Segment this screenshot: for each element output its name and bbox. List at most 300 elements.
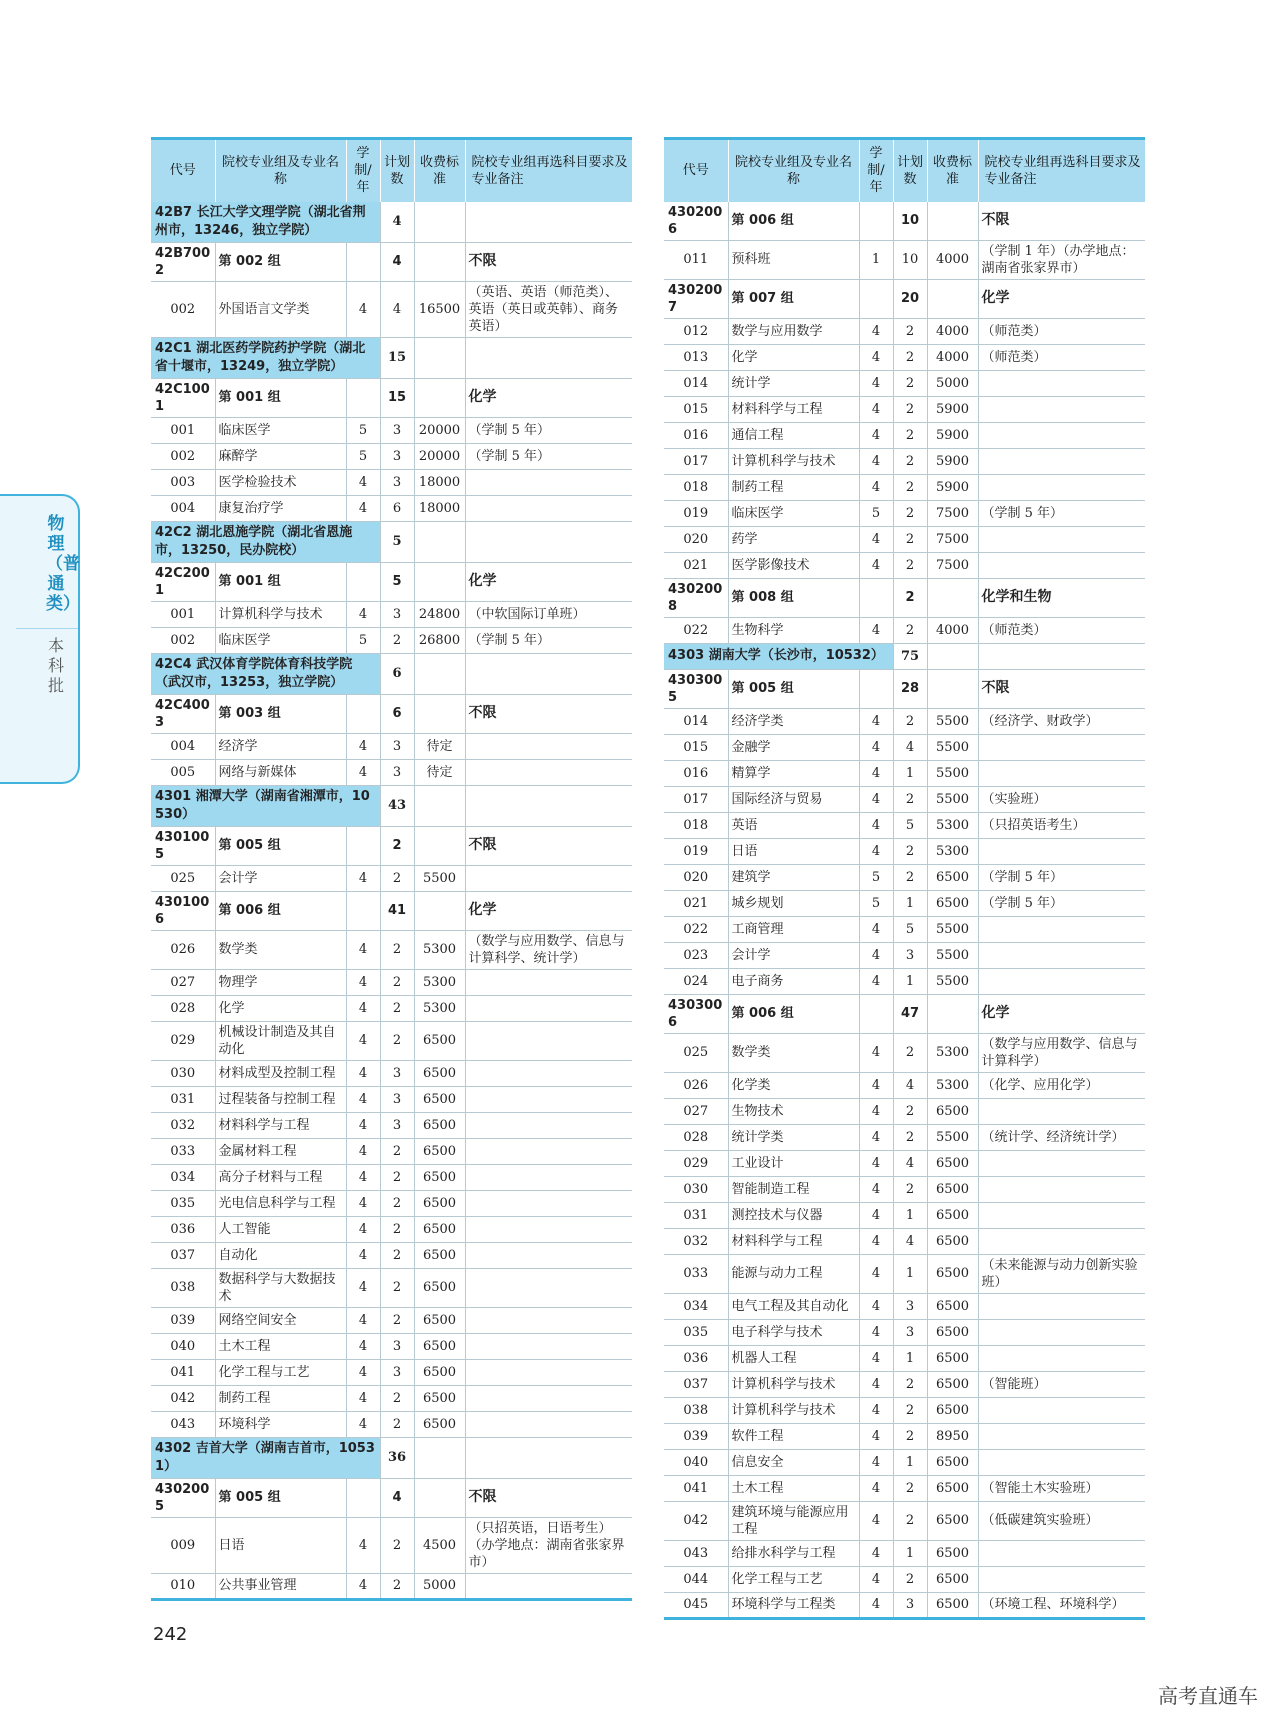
- major-plan-count: 1: [893, 760, 927, 786]
- major-code: 019: [664, 500, 728, 526]
- school-name: 42C1 湖北医药学院药护学院（湖北省十堰市，13249，独立学院）: [151, 337, 380, 378]
- major-plan-count: 4: [893, 1150, 927, 1176]
- major-plan-count: 2: [893, 786, 927, 812]
- major-code: 026: [151, 930, 215, 969]
- major-note: [465, 733, 632, 759]
- group-plan-count: 10: [893, 202, 927, 241]
- empty-cell: [346, 891, 380, 930]
- major-row: [664, 1072, 1145, 1098]
- major-code: 012: [664, 318, 728, 344]
- major-name: 数学与应用数学: [728, 318, 859, 344]
- empty-cell: [414, 1437, 465, 1478]
- empty-cell: [859, 669, 893, 708]
- major-years: 5: [346, 627, 380, 653]
- major-years: 4: [346, 930, 380, 969]
- major-fee: 6500: [927, 1345, 978, 1371]
- major-name: 药学: [728, 526, 859, 552]
- major-note: [465, 1164, 632, 1190]
- major-name: 临床医学: [215, 417, 346, 443]
- major-years: 4: [859, 1254, 893, 1293]
- major-name: 土木工程: [215, 1333, 346, 1359]
- major-code: 042: [151, 1385, 215, 1411]
- group-subject-requirement: 不限: [465, 242, 632, 281]
- major-fee: 6500: [927, 864, 978, 890]
- group-subject-requirement: 不限: [978, 669, 1145, 708]
- empty-cell: [414, 337, 465, 378]
- major-code: 015: [664, 396, 728, 422]
- school-plan-count: 36: [380, 1437, 414, 1478]
- school-name: 42B7 长江大学文理学院（湖北省荆州市，13246，独立学院）: [151, 202, 380, 243]
- major-years: 4: [859, 1150, 893, 1176]
- empty-cell: [465, 785, 632, 826]
- major-note: （学制 5 年）: [978, 890, 1145, 916]
- major-fee: 18000: [414, 495, 465, 521]
- major-row: [664, 1176, 1145, 1202]
- major-name: 材料科学与工程: [728, 1228, 859, 1254]
- major-note: [465, 1190, 632, 1216]
- major-years: 4: [346, 1411, 380, 1437]
- major-note: [465, 759, 632, 785]
- major-plan-count: 2: [893, 1397, 927, 1423]
- group-name: 第 005 组: [215, 826, 346, 865]
- major-name: 网络空间安全: [215, 1307, 346, 1333]
- major-name: 测控技术与仪器: [728, 1202, 859, 1228]
- table-header-row: [151, 139, 632, 202]
- major-note: （智能土木实验班）: [978, 1475, 1145, 1501]
- school-row: [151, 202, 632, 243]
- empty-cell: [414, 891, 465, 930]
- group-plan-count: 4: [380, 1478, 414, 1517]
- major-row: [664, 1098, 1145, 1124]
- major-years: 4: [346, 469, 380, 495]
- major-name: 智能制造工程: [728, 1176, 859, 1202]
- major-name: 麻醉学: [215, 443, 346, 469]
- empty-cell: [927, 994, 978, 1033]
- major-name: 制药工程: [728, 474, 859, 500]
- major-years: 4: [859, 1033, 893, 1072]
- empty-cell: [978, 643, 1145, 669]
- major-name: 临床医学: [728, 500, 859, 526]
- major-note: （只招英语考生）: [978, 812, 1145, 838]
- major-fee: 5500: [927, 1124, 978, 1150]
- major-years: 4: [859, 1345, 893, 1371]
- major-row: [151, 1385, 632, 1411]
- major-code: 017: [664, 448, 728, 474]
- group-plan-count: 2: [893, 578, 927, 617]
- major-note: （未来能源与动力创新实验班）: [978, 1254, 1145, 1293]
- school-plan-count: 15: [380, 337, 414, 378]
- major-code: 035: [664, 1319, 728, 1345]
- major-row: [664, 422, 1145, 448]
- major-note: （低碳建筑实验班）: [978, 1501, 1145, 1540]
- major-note: [978, 1098, 1145, 1124]
- major-row: [664, 1397, 1145, 1423]
- major-note: [978, 1202, 1145, 1228]
- major-plan-count: 3: [380, 1112, 414, 1138]
- major-fee: 6500: [414, 1021, 465, 1060]
- major-name: 化学类: [728, 1072, 859, 1098]
- major-plan-count: 2: [893, 838, 927, 864]
- major-name: 国际经济与贸易: [728, 786, 859, 812]
- empty-cell: [346, 378, 380, 417]
- major-plan-count: 2: [380, 865, 414, 891]
- group-name: 第 008 组: [728, 578, 859, 617]
- group-name: 第 005 组: [215, 1478, 346, 1517]
- major-row: [664, 1150, 1145, 1176]
- major-plan-count: 2: [893, 708, 927, 734]
- empty-cell: [927, 202, 978, 241]
- group-name: 第 007 组: [728, 279, 859, 318]
- major-note: [465, 969, 632, 995]
- major-note: [465, 1385, 632, 1411]
- group-row: [151, 694, 632, 733]
- major-row: [664, 916, 1145, 942]
- major-plan-count: 2: [380, 1242, 414, 1268]
- major-row: [664, 968, 1145, 994]
- group-row: [151, 1478, 632, 1517]
- admission-table-left: [151, 137, 632, 1601]
- group-subject-requirement: 不限: [465, 694, 632, 733]
- major-name: 人工智能: [215, 1216, 346, 1242]
- side-tab: [0, 494, 80, 784]
- header-name: 院校专业组及专业名称: [215, 139, 346, 202]
- page-number: 242: [153, 1624, 188, 1645]
- major-plan-count: 1: [893, 1449, 927, 1475]
- major-fee: 6500: [927, 890, 978, 916]
- major-name: 城乡规划: [728, 890, 859, 916]
- major-code: 022: [664, 916, 728, 942]
- major-years: 4: [346, 1517, 380, 1573]
- major-years: 4: [346, 281, 380, 337]
- group-row: [664, 202, 1145, 241]
- major-years: 1: [859, 240, 893, 279]
- major-plan-count: 3: [380, 469, 414, 495]
- major-fee: 16500: [414, 281, 465, 337]
- major-plan-count: 2: [893, 1501, 927, 1540]
- group-code: 42C1001: [151, 378, 215, 417]
- side-tab-category: 物理（普通类）: [46, 514, 80, 614]
- major-row: [664, 318, 1145, 344]
- header-name: 院校专业组及专业名称: [728, 139, 859, 202]
- major-fee: 4000: [927, 240, 978, 279]
- major-row: [151, 601, 632, 627]
- major-name: 数学类: [215, 930, 346, 969]
- major-years: 4: [346, 733, 380, 759]
- major-note: （学制 1 年）（办学地点：湖南省张家界市）: [978, 240, 1145, 279]
- header-years: 学制/年: [859, 139, 893, 202]
- group-code: 4303006: [664, 994, 728, 1033]
- major-note: （中软国际订单班）: [465, 601, 632, 627]
- major-note: [978, 1423, 1145, 1449]
- major-fee: 6500: [414, 1086, 465, 1112]
- major-fee: 5500: [927, 760, 978, 786]
- major-fee: 6500: [927, 1098, 978, 1124]
- major-fee: 6500: [927, 1228, 978, 1254]
- empty-cell: [414, 378, 465, 417]
- major-plan-count: 2: [893, 617, 927, 643]
- major-fee: 20000: [414, 417, 465, 443]
- major-name: 化学: [215, 995, 346, 1021]
- major-note: [978, 1176, 1145, 1202]
- major-name: 能源与动力工程: [728, 1254, 859, 1293]
- major-code: 026: [664, 1072, 728, 1098]
- header-plan: 计划数: [380, 139, 414, 202]
- major-note: [465, 1359, 632, 1385]
- group-name: 第 001 组: [215, 378, 346, 417]
- group-row: [151, 242, 632, 281]
- major-fee: 5300: [927, 1072, 978, 1098]
- group-row: [664, 279, 1145, 318]
- major-code: 028: [151, 995, 215, 1021]
- major-plan-count: 4: [893, 734, 927, 760]
- major-name: 机械设计制造及其自动化: [215, 1021, 346, 1060]
- major-name: 土木工程: [728, 1475, 859, 1501]
- major-code: 034: [151, 1164, 215, 1190]
- school-plan-count: 5: [380, 521, 414, 562]
- major-note: （实验班）: [978, 786, 1145, 812]
- major-years: 5: [346, 443, 380, 469]
- major-code: 027: [664, 1098, 728, 1124]
- major-row: [664, 617, 1145, 643]
- major-row: [664, 526, 1145, 552]
- major-note: [978, 942, 1145, 968]
- major-plan-count: 2: [380, 627, 414, 653]
- major-code: 009: [151, 1517, 215, 1573]
- empty-cell: [414, 562, 465, 601]
- empty-cell: [414, 202, 465, 243]
- major-name: 材料科学与工程: [215, 1112, 346, 1138]
- major-code: 045: [664, 1592, 728, 1618]
- empty-cell: [859, 994, 893, 1033]
- major-row: [151, 969, 632, 995]
- major-code: 036: [664, 1345, 728, 1371]
- major-plan-count: 3: [893, 1319, 927, 1345]
- major-years: 4: [859, 786, 893, 812]
- major-years: 4: [346, 1385, 380, 1411]
- major-note: [465, 1021, 632, 1060]
- major-code: 038: [151, 1268, 215, 1307]
- major-code: 028: [664, 1124, 728, 1150]
- group-name: 第 001 组: [215, 562, 346, 601]
- major-note: [978, 1566, 1145, 1592]
- major-code: 024: [664, 968, 728, 994]
- group-code: 4301006: [151, 891, 215, 930]
- major-code: 042: [664, 1501, 728, 1540]
- major-code: 016: [664, 422, 728, 448]
- table-header-row: [664, 139, 1145, 202]
- school-name: 42C4 武汉体育学院体育科技学院（武汉市，13253，独立学院）: [151, 653, 380, 694]
- major-note: （经济学、财政学）: [978, 708, 1145, 734]
- major-note: [978, 448, 1145, 474]
- major-plan-count: 2: [380, 995, 414, 1021]
- major-fee: 6500: [414, 1333, 465, 1359]
- major-plan-count: 2: [893, 1176, 927, 1202]
- major-years: 4: [346, 1021, 380, 1060]
- group-subject-requirement: 化学: [978, 994, 1145, 1033]
- school-row: [151, 785, 632, 826]
- major-name: 通信工程: [728, 422, 859, 448]
- major-fee: 6500: [414, 1216, 465, 1242]
- major-code: 041: [151, 1359, 215, 1385]
- major-plan-count: 3: [893, 942, 927, 968]
- major-row: [664, 552, 1145, 578]
- major-code: 016: [664, 760, 728, 786]
- header-plan: 计划数: [893, 139, 927, 202]
- major-fee: 26800: [414, 627, 465, 653]
- group-name: 第 005 组: [728, 669, 859, 708]
- major-row: [664, 370, 1145, 396]
- major-name: 过程装备与控制工程: [215, 1086, 346, 1112]
- major-row: [664, 474, 1145, 500]
- major-years: 5: [859, 500, 893, 526]
- major-name: 制药工程: [215, 1385, 346, 1411]
- major-code: 015: [664, 734, 728, 760]
- major-plan-count: 3: [893, 1592, 927, 1618]
- group-row: [664, 578, 1145, 617]
- major-plan-count: 2: [380, 1268, 414, 1307]
- major-code: 029: [664, 1150, 728, 1176]
- major-plan-count: 2: [893, 1098, 927, 1124]
- group-row: [664, 669, 1145, 708]
- major-fee: 6500: [414, 1359, 465, 1385]
- major-name: 物理学: [215, 969, 346, 995]
- major-plan-count: 4: [380, 281, 414, 337]
- major-years: 4: [859, 1202, 893, 1228]
- major-plan-count: 1: [893, 1345, 927, 1371]
- empty-cell: [414, 1478, 465, 1517]
- major-years: 4: [859, 1592, 893, 1618]
- major-name: 材料成型及控制工程: [215, 1060, 346, 1086]
- major-plan-count: 2: [380, 1190, 414, 1216]
- major-fee: 6500: [927, 1566, 978, 1592]
- major-plan-count: 3: [380, 1086, 414, 1112]
- major-name: 数据科学与大数据技术: [215, 1268, 346, 1307]
- major-name: 生物科学: [728, 617, 859, 643]
- major-years: 4: [346, 1307, 380, 1333]
- major-note: [978, 1540, 1145, 1566]
- major-row: [151, 1573, 632, 1599]
- major-name: 统计学类: [728, 1124, 859, 1150]
- major-name: 统计学: [728, 370, 859, 396]
- major-name: 计算机科学与技术: [728, 448, 859, 474]
- major-row: [664, 1124, 1145, 1150]
- empty-cell: [346, 242, 380, 281]
- major-plan-count: 3: [380, 443, 414, 469]
- header-fee: 收费标准: [414, 139, 465, 202]
- major-note: [978, 1397, 1145, 1423]
- major-name: 英语: [728, 812, 859, 838]
- major-years: 4: [859, 448, 893, 474]
- major-fee: 24800: [414, 601, 465, 627]
- major-plan-count: 2: [893, 370, 927, 396]
- major-fee: 6500: [927, 1319, 978, 1345]
- major-note: （学制 5 年）: [978, 500, 1145, 526]
- major-fee: 5900: [927, 422, 978, 448]
- major-row: [151, 1517, 632, 1573]
- major-name: 化学工程与工艺: [728, 1566, 859, 1592]
- major-fee: 6500: [927, 1150, 978, 1176]
- major-fee: 6500: [927, 1592, 978, 1618]
- major-years: 4: [859, 1449, 893, 1475]
- major-note: （师范类）: [978, 617, 1145, 643]
- major-code: 023: [664, 942, 728, 968]
- major-plan-count: 2: [893, 500, 927, 526]
- major-name: 环境科学与工程类: [728, 1592, 859, 1618]
- major-years: 5: [346, 417, 380, 443]
- major-years: 4: [346, 1242, 380, 1268]
- major-note: [465, 1216, 632, 1242]
- major-note: [465, 1307, 632, 1333]
- group-code: 42B7002: [151, 242, 215, 281]
- major-plan-count: 2: [893, 344, 927, 370]
- major-code: 022: [664, 617, 728, 643]
- group-plan-count: 20: [893, 279, 927, 318]
- major-fee: 5000: [927, 370, 978, 396]
- major-years: 4: [859, 708, 893, 734]
- major-plan-count: 2: [893, 1033, 927, 1072]
- major-note: [978, 968, 1145, 994]
- major-plan-count: 2: [380, 1138, 414, 1164]
- major-note: [978, 838, 1145, 864]
- major-fee: 5300: [927, 1033, 978, 1072]
- major-row: [664, 890, 1145, 916]
- major-years: 4: [859, 1293, 893, 1319]
- major-row: [664, 1371, 1145, 1397]
- major-fee: 5500: [927, 734, 978, 760]
- major-row: [664, 786, 1145, 812]
- major-fee: 5300: [414, 969, 465, 995]
- major-plan-count: 2: [380, 1307, 414, 1333]
- major-note: [978, 734, 1145, 760]
- major-note: [978, 474, 1145, 500]
- major-name: 工商管理: [728, 916, 859, 942]
- group-subject-requirement: 化学和生物: [978, 578, 1145, 617]
- school-name: 4301 湘潭大学（湖南省湘潭市，10530）: [151, 785, 380, 826]
- major-plan-count: 1: [893, 890, 927, 916]
- major-years: 4: [859, 968, 893, 994]
- major-note: [465, 1333, 632, 1359]
- major-years: 4: [859, 812, 893, 838]
- major-years: 4: [859, 1423, 893, 1449]
- major-name: 化学: [728, 344, 859, 370]
- major-years: 4: [859, 370, 893, 396]
- major-years: 4: [346, 1216, 380, 1242]
- school-row: [151, 521, 632, 562]
- major-fee: 5300: [414, 930, 465, 969]
- major-row: [151, 733, 632, 759]
- group-code: 4302008: [664, 578, 728, 617]
- major-years: 4: [346, 1086, 380, 1112]
- major-note: [465, 495, 632, 521]
- major-note: （师范类）: [978, 318, 1145, 344]
- major-note: （数学与应用数学、信息与计算科学）: [978, 1033, 1145, 1072]
- major-name: 自动化: [215, 1242, 346, 1268]
- major-row: [151, 1086, 632, 1112]
- major-plan-count: 2: [893, 864, 927, 890]
- major-years: 4: [346, 1333, 380, 1359]
- major-name: 临床医学: [215, 627, 346, 653]
- major-row: [151, 1242, 632, 1268]
- major-note: [978, 1449, 1145, 1475]
- major-years: 4: [346, 995, 380, 1021]
- major-row: [151, 1164, 632, 1190]
- major-code: 002: [151, 281, 215, 337]
- major-fee: 5500: [927, 786, 978, 812]
- major-row: [664, 1345, 1145, 1371]
- major-fee: 5300: [414, 995, 465, 1021]
- group-name: 第 003 组: [215, 694, 346, 733]
- major-note: [978, 916, 1145, 942]
